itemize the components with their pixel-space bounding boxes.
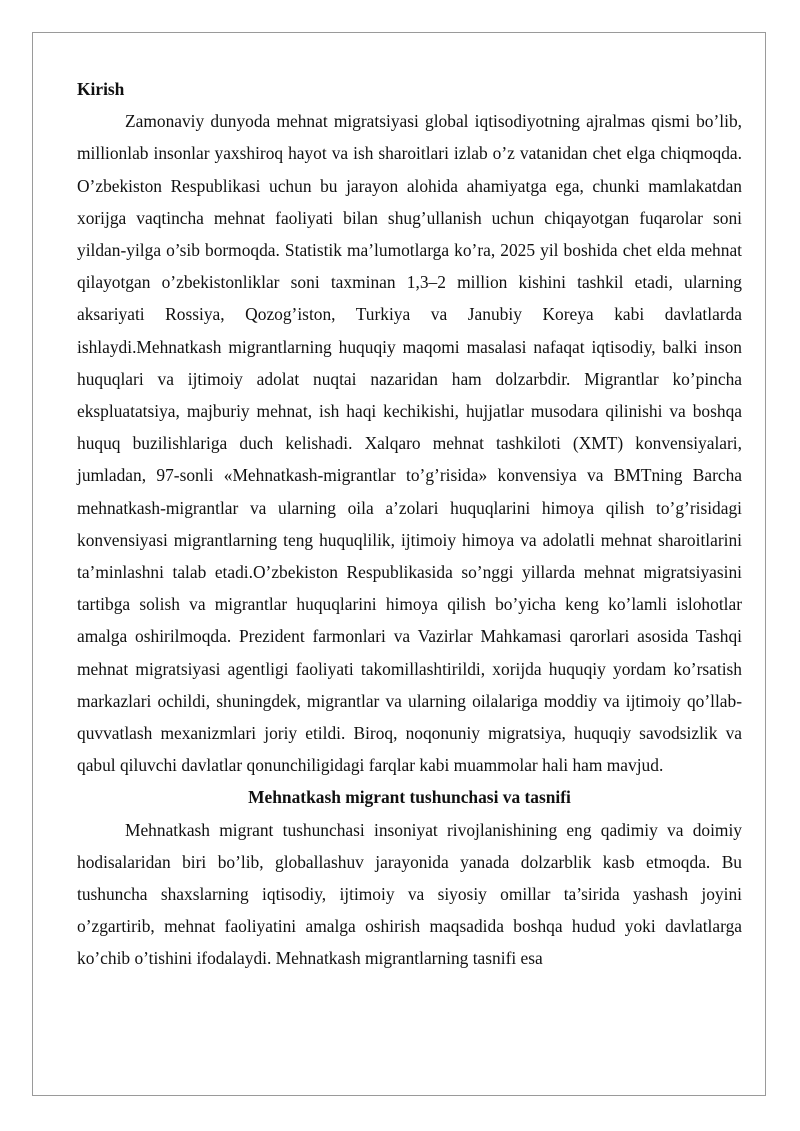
document-body bbox=[77, 73, 742, 975]
document-page bbox=[32, 32, 766, 1096]
concept-paragraph: Mehnatkash migrant tushunchasi insoniyat rivojlanishining eng qadimiy va doimiy hodisalaridan biri bo’lib, globallashuv jarayonida yanada dolzarblik kasb etmoqda. Bu tushuncha shaxslarning iqtisodiy, ijtimoiy va siyosiy omillar ta’sirida yashash joyini o’zgartirib, mehnat faoliyatini amalga oshirish maqsadida boshqa hudud yoki davlatlarga ko’chib o’tishini ifodalaydi. Mehnatkash migrantlarning tasnifi esa bbox=[77, 819, 742, 969]
section-heading-kirish: Kirish bbox=[77, 79, 125, 99]
section-heading-concept: Mehnatkash migrant tushunchasi va tasnifi bbox=[248, 787, 571, 808]
intro-paragraph: Zamonaviy dunyoda mehnat migratsiyasi global iqtisodiyotning ajralmas qismi bo’lib, millionlab insonlar yaxshiroq hayot va ish sharoitlari izlab o’z vatanidan chet elga chiqmoqda. O’zbekiston Respublikasi uchun bu jarayon alohida ahamiyatga ega, chunki mamlakatdan xorijga vaqtincha mehnat faoliyati bilan shug’ullanish uchun chiqayotgan fuqarolar soni yildan-yilga o’sib bormoqda. Statistik ma’lumotlarga ko’ra, 2025 yil boshida chet elda mehnat qilayotgan o’zbekistonliklar soni taxminan 1,3–2 million kishini tashkil etadi, ularning aksariyati Rossiya, Qozog’iston, Turkiya va Janubiy Koreya kabi davlatlarda ishlaydi.Mehnatkash migrantlarning huquqiy maqomi masalasi nafaqat iqtisodiy, balki inson huquqlari va ijtimoiy adolat nuqtai nazaridan ham dolzarbdir. Migrantlar ko’pincha ekspluatatsiya, majburiy mehnat, ish haqi kechikishi, hujjatlar musodara qilinishi va boshqa huquq buzilishlariga duch kelishadi. Xalqaro mehnat tashkiloti (XMT) konvensiyalari, jumladan, 97-sonli «Mehnatkash-migrantlar to’g’risida» konvensiya va BMTning Barcha mehnatkash-migrantlar va ularning oila a’zolari huquqlarini himoya qilish to’g’risidagi konvensiyasi migrantlarning teng huquqlilik, ijtimoiy himoya va adolatli mehnat sharoitlarini ta’minlashni talab etadi.O’zbekiston Respublikasida so’nggi yillarda mehnat migratsiyasini tartibga solish va migrantlar huquqlarini himoya qilish bo’yicha keng ko’lamli islohotlar amalga oshirilmoqda. Prezident farmonlari va Vazirlar Mahkamasi qarorlari asosida Tashqi mehnat migratsiyasi agentligi faoliyati takomillashtirildi, xorijda huquqiy yordam ko’rsatish markazlari ochildi, shuningdek, migrantlar va ularning oilalariga moddiy va ijtimoiy qo’llab-quvvatlash mexanizmlari joriy etildi. Biroq, noqonuniy migratsiya, huquqiy savodsizlik va qabul qiluvchi davlatlar qonunchiligidagi farqlar kabi muammolar hali ham mavjud. bbox=[77, 111, 742, 776]
